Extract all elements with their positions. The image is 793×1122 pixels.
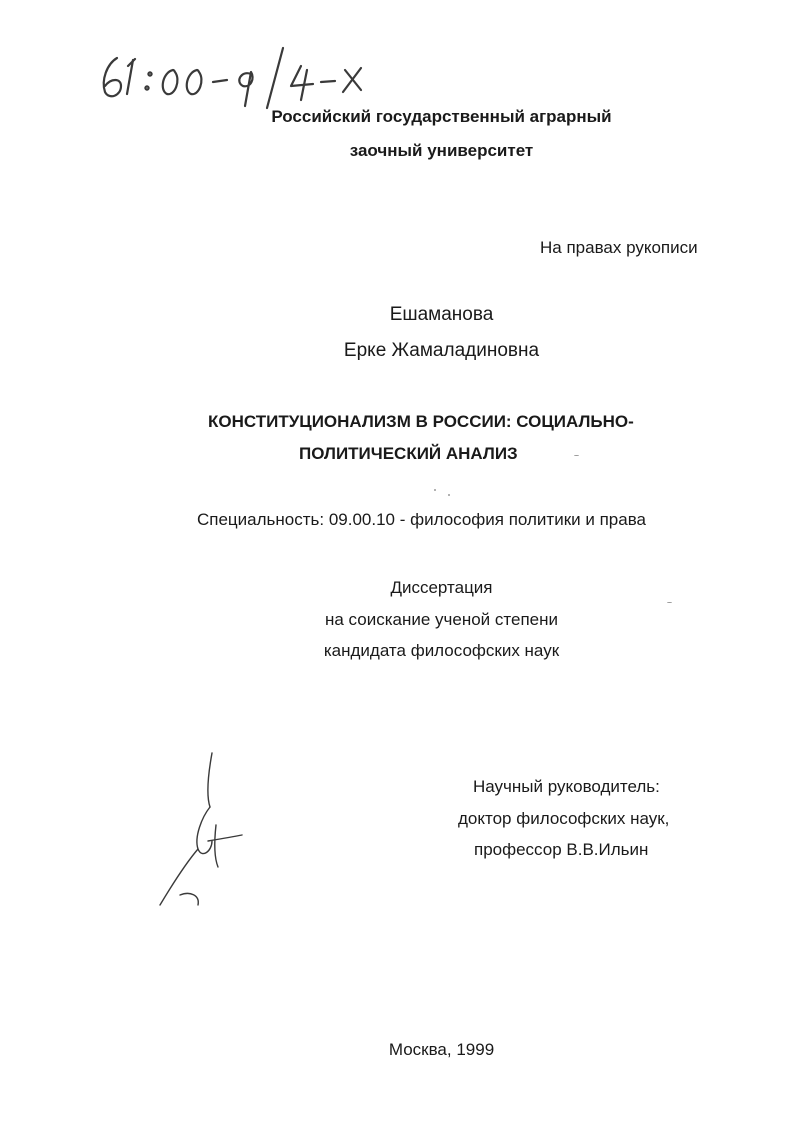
- author-surname: Ешаманова: [389, 304, 494, 325]
- degree-line-1: Диссертация: [390, 578, 493, 597]
- place-and-year: Москва, 1999: [388, 1040, 495, 1059]
- dissertation-title-line-2: ПОЛИТИЧЕСКИЙ АНАЛИЗ: [299, 444, 518, 463]
- signature: [150, 745, 260, 920]
- manuscript-rights-note: На правах рукописи: [540, 238, 698, 257]
- degree-line-3: кандидата философских наук: [323, 641, 560, 660]
- handwritten-archive-number: [95, 40, 395, 110]
- degree-line-2: на соискание ученой степени: [324, 610, 558, 629]
- author-given-names: Ерке Жамаладиновна: [343, 340, 540, 361]
- institution-line-2: заочный университет: [349, 141, 534, 160]
- svg-text:61:00-9/4-X: 61:00-9/4-X: [95, 40, 101, 41]
- specialty-line: Специальность: 09.00.10 - философия политики и права: [197, 510, 646, 529]
- scan-speck: [574, 455, 579, 456]
- supervisor-name: профессор В.В.Ильин: [474, 840, 649, 859]
- scan-speck: [448, 494, 450, 496]
- supervisor-label: Научный руководитель:: [473, 777, 660, 796]
- supervisor-degree: доктор философских наук,: [458, 809, 670, 828]
- scan-speck: [434, 489, 436, 491]
- scan-speck: [667, 602, 672, 603]
- dissertation-title-line-1: КОНСТИТУЦИОНАЛИЗМ В РОССИИ: СОЦИАЛЬНО-: [208, 412, 634, 431]
- institution-line-1: Российский государственный аграрный: [271, 107, 612, 126]
